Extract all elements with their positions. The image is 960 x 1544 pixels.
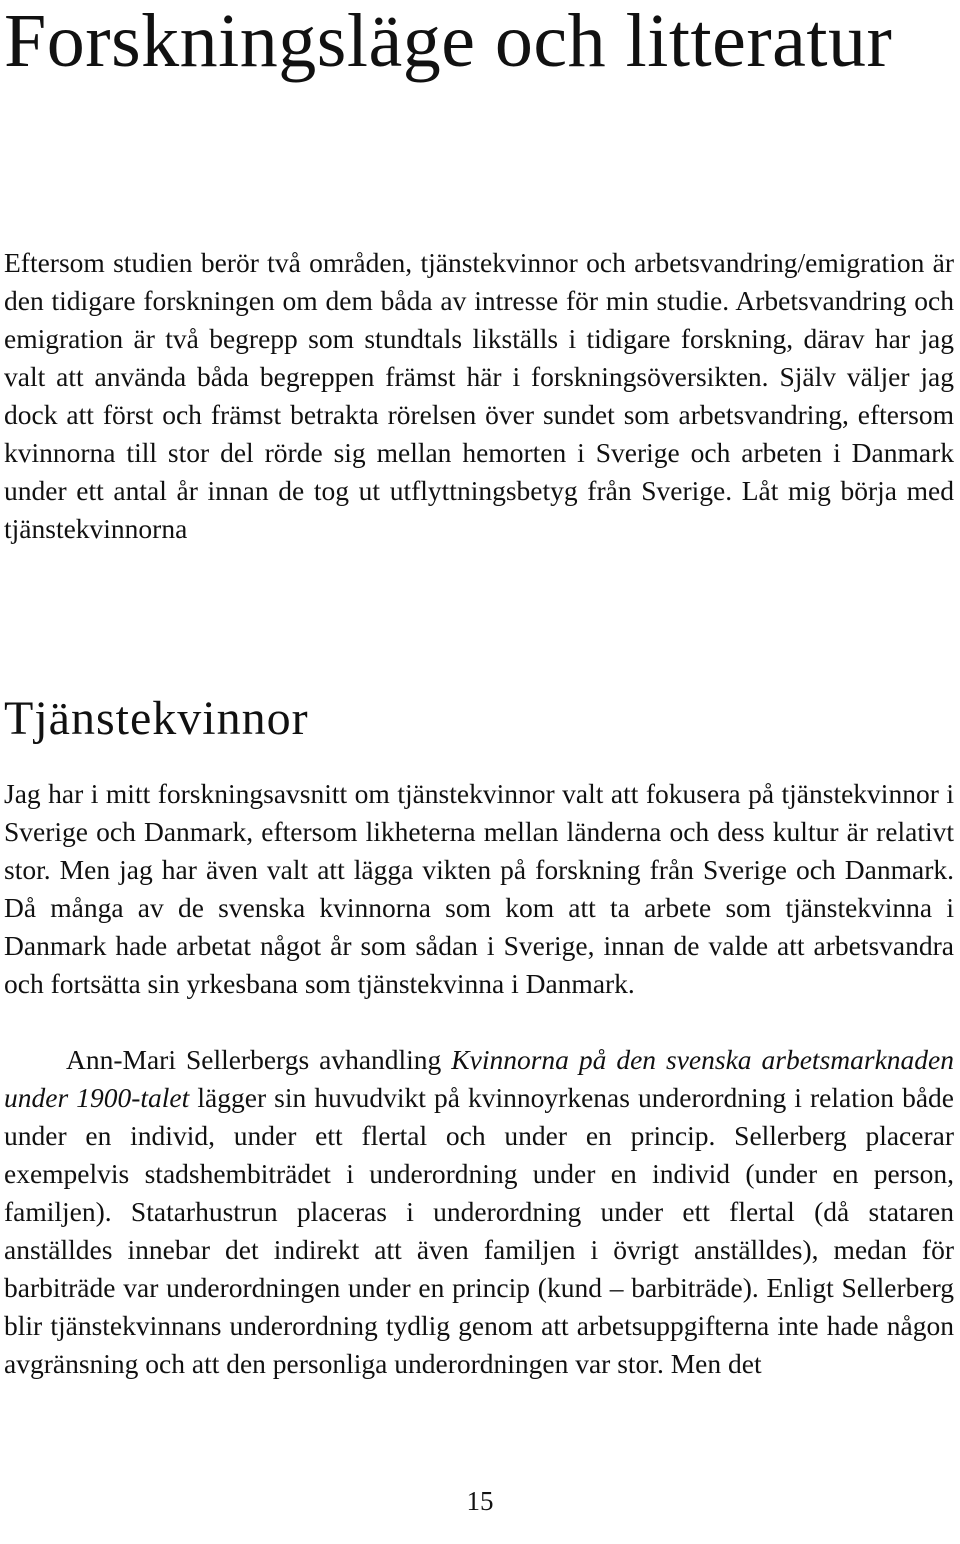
paragraph-lead-text: Ann-Mari Sellerbergs avhandling [66,1044,452,1075]
section-paragraph-2 [4,1041,954,1383]
book-title: Kvinnorna på den svenska arbetsmarknaden under 1900-talet [4,1044,954,1113]
paragraph-rest-text: lägger sin huvudvikt på kvinnoyrkenas underordning i relation både under en individ, under ett flertal och under en princip. Sellerberg placerar exempelvis stadshembiträdet i underordning under en individ (under en person, familjen). Statarhustrun placeras i underordning under ett flertal (då stataren anställdes innebar det indirekt att även familjen i övrigt anställdes), medan för barbiträde var underordningen under en princip (kund – barbiträde). Enligt Sellerberg blir tjänstekvinnans underordning tydlig genom att arbetsuppgifterna inte hade någon avgränsning och att den personliga underordningen var stor. Men det [4,1082,955,1379]
page-title: Forskningsläge och litteratur [4,0,893,83]
section-paragraph-1: Jag har i mitt forskningsavsnitt om tjänstekvinnor valt att fokusera på tjänstekvinnor i Sverige och Danmark, eftersom likheterna mellan länderna och dess kultur är relativt stor. Men jag har även valt att lägga vikten på forskning från Sverige och Danmark. Då många av de svenska kvinnorna som kom att ta arbete som tjänstekvinna i Danmark hade arbetat något år som sådan i Sverige, innan de valde att arbetsvandra och fortsätta sin yrkesbana som tjänstekvinna i Danmark. [4,778,954,999]
section-heading: Tjänstekvinnor [4,692,309,745]
page-number: 15 [466,1486,494,1516]
intro-paragraph: Eftersom studien berör två områden, tjänstekvinnor och arbetsvandring/emigration är den tidigare forskningen om dem båda av intresse för min studie. Arbetsvandring och emigration är två begrepp som stundtals likställs i tidigare forskning, därav har jag valt att använda båda begreppen främst här i forskningsöversikten. Själv väljer jag dock att först och främst betrakta rörelsen över sundet som arbetsvandring, eftersom kvinnorna till stor del rörde sig mellan hemorten i Sverige och arbeten i Danmark under ett antal år innan de tog ut utflyttningsbetyg från Sverige. Låt mig börja med tjänstekvinnorna [4,247,954,544]
